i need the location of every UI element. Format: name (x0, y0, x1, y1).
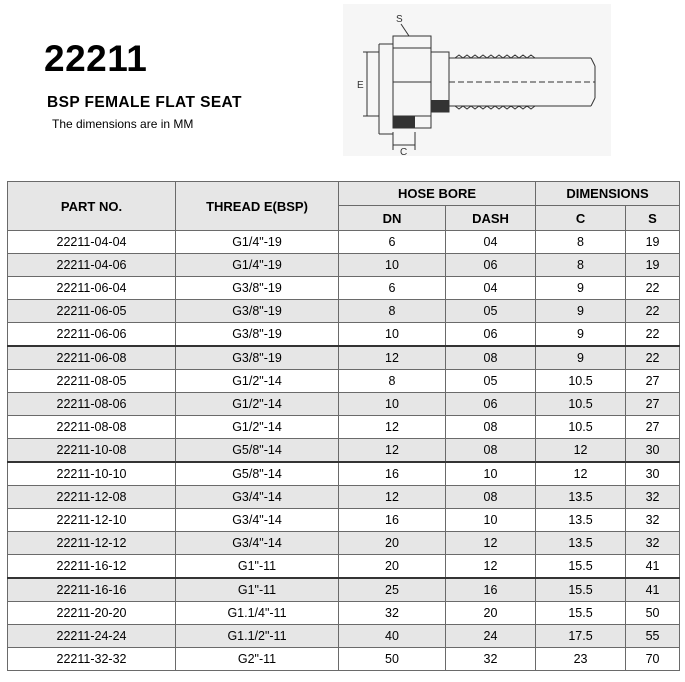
cell-part: 22211-12-12 (8, 532, 176, 555)
cell-thread: G2"-11 (176, 648, 339, 671)
table-row (8, 648, 680, 671)
cell-thread: G3/4"-14 (176, 486, 339, 509)
cell-c: 12 (536, 462, 626, 486)
table-row (8, 370, 680, 393)
cell-s: 27 (626, 416, 680, 439)
product-name: BSP FEMALE FLAT SEAT (47, 94, 242, 111)
cell-dn: 12 (339, 486, 446, 509)
header-part-no: PART NO. (8, 182, 176, 231)
cell-thread: G3/8"-19 (176, 300, 339, 323)
cell-thread: G3/8"-19 (176, 277, 339, 300)
cell-part: 22211-06-05 (8, 300, 176, 323)
cell-dn: 8 (339, 300, 446, 323)
cell-c: 15.5 (536, 602, 626, 625)
cell-s: 22 (626, 346, 680, 370)
cell-s: 22 (626, 300, 680, 323)
cell-dn: 8 (339, 370, 446, 393)
cell-thread: G3/4"-14 (176, 532, 339, 555)
cell-thread: G1.1/4"-11 (176, 602, 339, 625)
cell-thread: G5/8"-14 (176, 439, 339, 463)
cell-s: 41 (626, 578, 680, 602)
cell-dn: 10 (339, 254, 446, 277)
cell-s: 19 (626, 231, 680, 254)
cell-part: 22211-06-04 (8, 277, 176, 300)
cell-c: 8 (536, 231, 626, 254)
table-row (8, 578, 680, 602)
cell-s: 30 (626, 439, 680, 463)
table-row (8, 625, 680, 648)
cell-s: 55 (626, 625, 680, 648)
header-s: S (626, 206, 680, 231)
cell-part: 22211-12-10 (8, 509, 176, 532)
table-row (8, 393, 680, 416)
cell-thread: G1/2"-14 (176, 393, 339, 416)
units-note: The dimensions are in MM (52, 117, 194, 131)
cell-thread: G1"-11 (176, 555, 339, 579)
cell-dash: 06 (446, 254, 536, 277)
cell-c: 13.5 (536, 532, 626, 555)
cell-dash: 20 (446, 602, 536, 625)
header-hose-bore: HOSE BORE (339, 182, 536, 206)
cell-dash: 05 (446, 300, 536, 323)
header-dimensions: DIMENSIONS (536, 182, 680, 206)
cell-dash: 10 (446, 509, 536, 532)
cell-dash: 08 (446, 346, 536, 370)
cell-dn: 32 (339, 602, 446, 625)
cell-part: 22211-12-08 (8, 486, 176, 509)
cell-thread: G1"-11 (176, 578, 339, 602)
cell-dn: 40 (339, 625, 446, 648)
cell-dn: 12 (339, 416, 446, 439)
cell-part: 22211-10-08 (8, 439, 176, 463)
cell-c: 10.5 (536, 393, 626, 416)
header-c: C (536, 206, 626, 231)
cell-c: 17.5 (536, 625, 626, 648)
cell-c: 23 (536, 648, 626, 671)
cell-dash: 06 (446, 323, 536, 347)
cell-dn: 50 (339, 648, 446, 671)
cell-dash: 12 (446, 555, 536, 579)
cell-dn: 12 (339, 346, 446, 370)
cell-thread: G1/4"-19 (176, 254, 339, 277)
cell-dn: 6 (339, 231, 446, 254)
cell-thread: G5/8"-14 (176, 462, 339, 486)
table-row (8, 277, 680, 300)
table-row (8, 486, 680, 509)
table-row (8, 231, 680, 254)
cell-dash: 08 (446, 486, 536, 509)
cell-part: 22211-04-06 (8, 254, 176, 277)
cell-s: 70 (626, 648, 680, 671)
cell-dash: 12 (446, 532, 536, 555)
cell-dash: 08 (446, 439, 536, 463)
drawing-label-c: C (400, 147, 408, 156)
cell-dn: 25 (339, 578, 446, 602)
header-dn: DN (339, 206, 446, 231)
cell-s: 19 (626, 254, 680, 277)
cell-s: 50 (626, 602, 680, 625)
cell-dn: 6 (339, 277, 446, 300)
cell-c: 10.5 (536, 416, 626, 439)
cell-dn: 20 (339, 532, 446, 555)
cell-s: 32 (626, 509, 680, 532)
cell-part: 22211-32-32 (8, 648, 176, 671)
cell-s: 27 (626, 393, 680, 416)
table-row (8, 323, 680, 347)
cell-part: 22211-10-10 (8, 462, 176, 486)
cell-c: 8 (536, 254, 626, 277)
drawing-label-e: E (357, 80, 364, 91)
cell-thread: G1/2"-14 (176, 370, 339, 393)
cell-dn: 16 (339, 462, 446, 486)
cell-part: 22211-20-20 (8, 602, 176, 625)
cell-c: 15.5 (536, 555, 626, 579)
cell-part: 22211-16-16 (8, 578, 176, 602)
table-row (8, 462, 680, 486)
header-dash: DASH (446, 206, 536, 231)
cell-part: 22211-16-12 (8, 555, 176, 579)
table-row (8, 509, 680, 532)
table-row (8, 300, 680, 323)
cell-dn: 12 (339, 439, 446, 463)
table-row (8, 416, 680, 439)
table-row (8, 555, 680, 579)
cell-s: 22 (626, 277, 680, 300)
cell-dash: 06 (446, 393, 536, 416)
cell-part: 22211-06-06 (8, 323, 176, 347)
cell-part: 22211-08-06 (8, 393, 176, 416)
cell-part: 22211-04-04 (8, 231, 176, 254)
drawing-label-s: S (396, 14, 403, 25)
cell-s: 32 (626, 486, 680, 509)
cell-c: 9 (536, 323, 626, 347)
cell-dash: 04 (446, 231, 536, 254)
cell-c: 9 (536, 300, 626, 323)
cell-c: 9 (536, 277, 626, 300)
cell-dash: 24 (446, 625, 536, 648)
table-row (8, 602, 680, 625)
table-row (8, 532, 680, 555)
cell-c: 10.5 (536, 370, 626, 393)
cell-s: 22 (626, 323, 680, 347)
cell-thread: G3/4"-14 (176, 509, 339, 532)
part-series-title: 22211 (44, 38, 148, 79)
cell-dash: 08 (446, 416, 536, 439)
cell-part: 22211-06-08 (8, 346, 176, 370)
table-row (8, 346, 680, 370)
cell-dash: 32 (446, 648, 536, 671)
cell-dash: 05 (446, 370, 536, 393)
cell-c: 12 (536, 439, 626, 463)
cell-dn: 20 (339, 555, 446, 579)
cell-s: 30 (626, 462, 680, 486)
cell-dn: 10 (339, 393, 446, 416)
cell-c: 13.5 (536, 486, 626, 509)
cell-s: 32 (626, 532, 680, 555)
cell-dash: 10 (446, 462, 536, 486)
cell-dash: 16 (446, 578, 536, 602)
cell-thread: G1/4"-19 (176, 231, 339, 254)
cell-c: 15.5 (536, 578, 626, 602)
fitting-drawing (343, 4, 611, 156)
header-thread: THREAD E(BSP) (176, 182, 339, 231)
cell-c: 9 (536, 346, 626, 370)
cell-thread: G3/8"-19 (176, 323, 339, 347)
cell-c: 13.5 (536, 509, 626, 532)
table-row (8, 254, 680, 277)
table-row (8, 439, 680, 463)
fitting-drawing-svg (343, 4, 611, 156)
cell-dn: 16 (339, 509, 446, 532)
cell-s: 27 (626, 370, 680, 393)
cell-thread: G1/2"-14 (176, 416, 339, 439)
cell-part: 22211-24-24 (8, 625, 176, 648)
cell-dash: 04 (446, 277, 536, 300)
cell-part: 22211-08-05 (8, 370, 176, 393)
cell-dn: 10 (339, 323, 446, 347)
dimension-table (7, 181, 680, 671)
cell-s: 41 (626, 555, 680, 579)
cell-thread: G1.1/2"-11 (176, 625, 339, 648)
cell-part: 22211-08-08 (8, 416, 176, 439)
cell-thread: G3/8"-19 (176, 346, 339, 370)
